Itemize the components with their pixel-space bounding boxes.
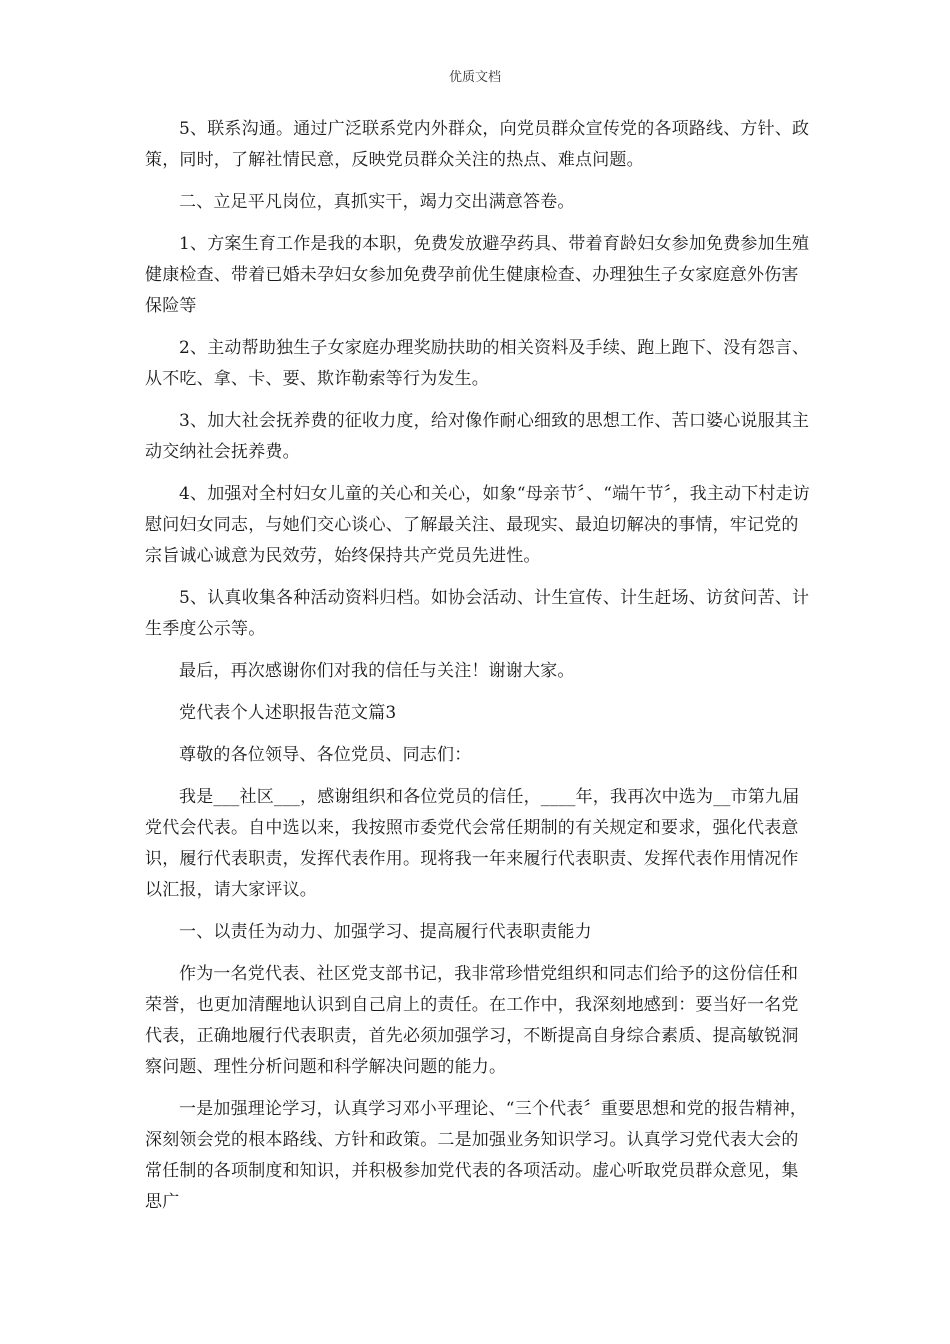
paragraph-item-3: 3、加大社会抚养费的征收力度，给对像作耐心细致的思想工作、苦口婆心说服其主动交纳社会抚养费。 [145,411,810,462]
paragraph-contact: 5、联系沟通。通过广泛联系党内外群众，向党员群众宣传党的各项路线、方针、政策，同时，了解社情民意，反映党员群众关注的热点、难点问题。 [145,119,810,170]
paragraph-intro: 我是___社区___，感谢组织和各位党员的信任，____年，我再次中选为__市第九届党代会代表。自中选以来，我按照市委党代会常任期制的有关规定和要求，强化代表意识，履行代表职责，发挥代表作用。现将我一年来履行代表职责、发挥代表作用情况作以汇报，请大家评议。 [145,787,800,900]
section-heading-1: 一、以责任为动力、加强学习、提高履行代表职责能力 [179,922,592,942]
article-title: 党代表个人述职报告范文篇3 [179,703,397,723]
paragraph-item-1: 1、方案生育工作是我的本职，免费发放避孕药具、带着育龄妇女参加免费参加生殖健康检查、带着已婚未孕妇女参加免费孕前优生健康检查、办理独生子女家庭意外伤害保险等 [145,234,810,316]
salutation: 尊敬的各位领导、各位党员、同志们： [179,745,472,765]
paragraph-responsibility: 作为一名党代表、社区党支部书记，我非常珍惜党组织和同志们给予的这份信任和荣誉，也更加清醒地认识到自己肩上的责任。在工作中，我深刻地感到：要当好一名党代表，正确地履行代表职责，首先必须加强学习，不断提高自身综合素质、提高敏锐洞察问题、理性分析问题和科学解决问题的能力。 [145,964,799,1077]
document-body [145,114,815,1218]
section-heading-2: 二、立足平凡岗位，真抓实干，竭力交出满意答卷。 [179,192,575,212]
paragraph-item-5: 5、认真收集各种活动资料归档。如协会活动、计生宣传、计生赶场、访贫问苦、计生季度公示等。 [145,588,810,639]
document-header: 优质文档 [448,70,501,85]
paragraph-study: 一是加强理论学习，认真学习邓小平理论、“三个代表〞重要思想和党的报告精神，深刻领会党的根本路线、方针和政策。二是加强业务知识学习。认真学习党代表大会的常任制的各项制度和知识，并积极参加党代表的各项活动。虚心听取党员群众意见，集思广 [145,1099,808,1212]
paragraph-item-4: 4、加强对全村妇女儿童的关心和关心，如象“母亲节〞、“端午节〞，我主动下村走访慰问妇女同志，与她们交心谈心、了解最关注、最现实、最迫切解决的事情，牢记党的宗旨诚心诚意为民效劳，始终保持共产党员先进性。 [145,484,810,566]
paragraph-item-2: 2、主动帮助独生子女家庭办理奖励扶助的相关资料及手续、跑上跑下、没有怨言、从不吃、拿、卡、要、欺诈勒索等行为发生。 [145,338,810,389]
paragraph-closing: 最后，再次感谢你们对我的信任与关注！谢谢大家。 [179,661,575,681]
